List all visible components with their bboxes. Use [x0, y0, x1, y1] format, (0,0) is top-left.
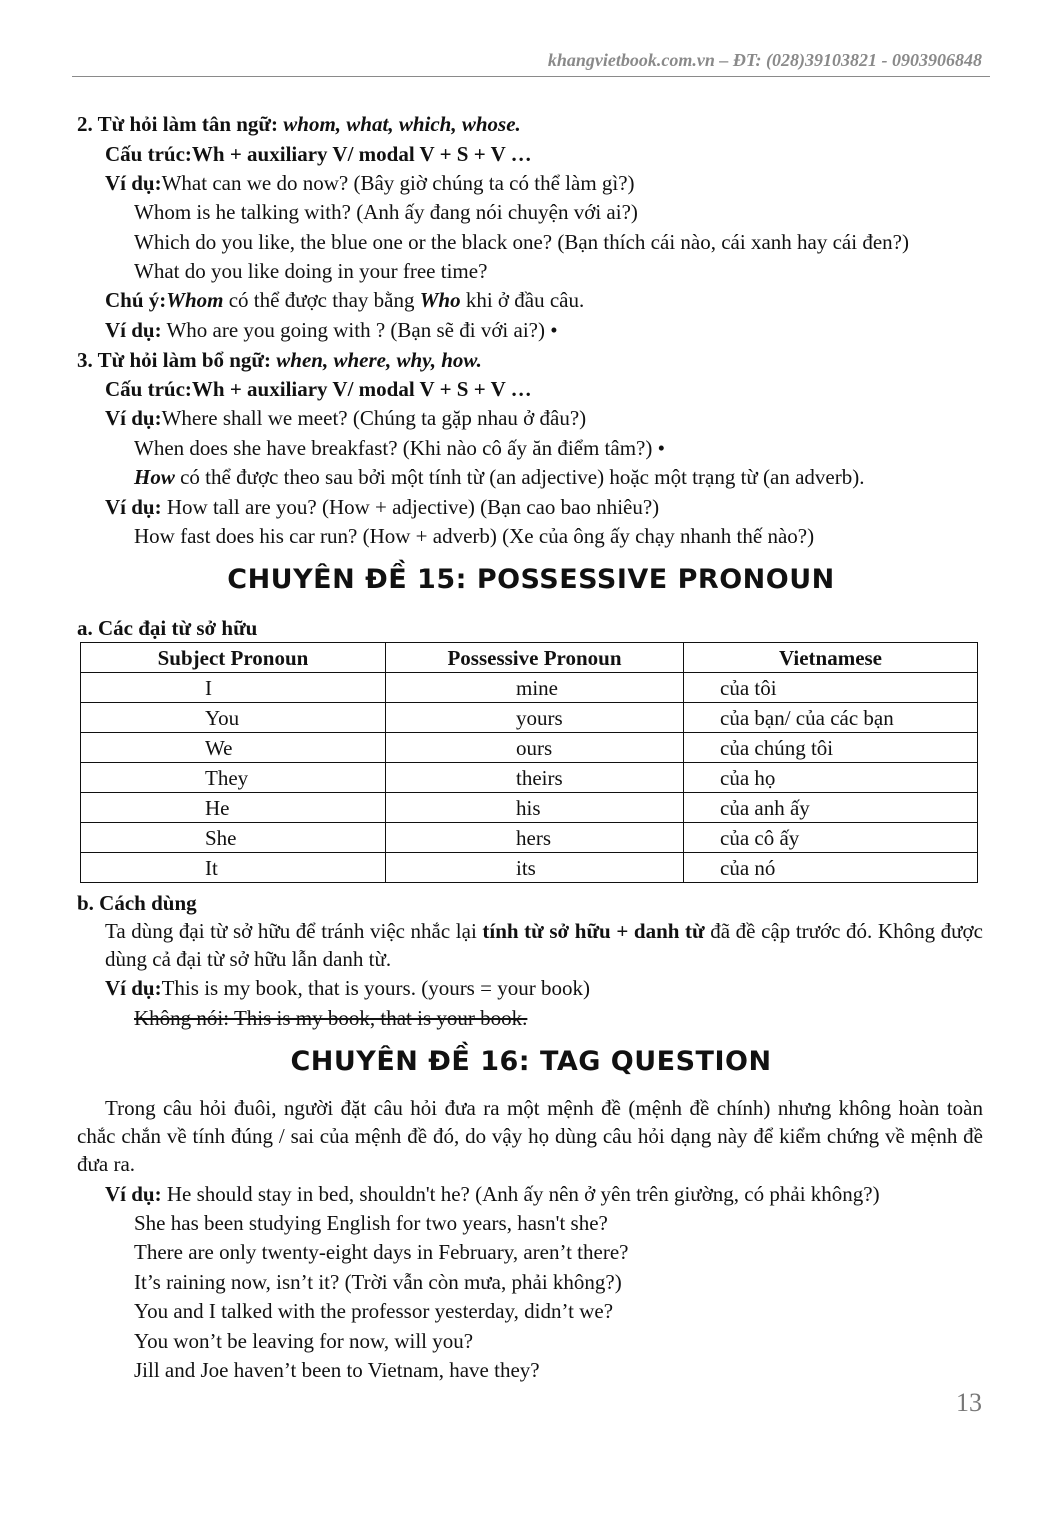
- cell-vietnamese: của họ: [684, 763, 978, 793]
- table-row: [81, 763, 978, 793]
- cell-subject: You: [81, 703, 386, 733]
- header-vietnamese: Vietnamese: [684, 643, 978, 673]
- section3-example2: [105, 493, 659, 521]
- page-number: 13: [956, 1388, 982, 1417]
- section2-title-prefix: 2. Từ hỏi làm tân ngữ:: [77, 112, 284, 136]
- note-label: Chú ý:: [105, 288, 167, 312]
- wrong-example: Không nói: This is my book, that is your book.: [134, 1006, 528, 1030]
- how-word: How: [134, 465, 175, 489]
- section3-title-prefix: 3. Từ hỏi làm bổ ngữ:: [77, 348, 277, 372]
- cell-possessive: hers: [386, 823, 684, 853]
- topic16-intro: Trong câu hỏi đuôi, người đặt câu hỏi đưa ra một mệnh đề (mệnh đề chính) nhưng không hoàn toàn chắc chắn về tính đúng / sai của mệnh đề đó, do vậy họ dùng câu hỏi dạng này để kiểm chứng về mệnh đề đưa ra.: [77, 1096, 983, 1176]
- usage-bold: tính từ sở hữu + danh từ: [482, 919, 705, 943]
- section2-title: [77, 110, 521, 138]
- section3-structure: [105, 375, 532, 403]
- cell-possessive: his: [386, 793, 684, 823]
- cell-vietnamese: của cô ấy: [684, 823, 978, 853]
- example-label: Ví dụ:: [105, 976, 162, 1000]
- structure-text: Wh + auxiliary V/ modal V + S + V …: [191, 377, 532, 401]
- example-label: Ví dụ:: [105, 1182, 162, 1206]
- header-contact: khangvietbook.com.vn – ĐT: (028)39103821 - 0903906848: [547, 50, 982, 70]
- example-line: It’s raining now, isn’t it? (Trời vẫn còn mưa, phải không?): [134, 1270, 622, 1294]
- example-label: Ví dụ:: [105, 318, 162, 342]
- cell-possessive: yours: [386, 703, 684, 733]
- possessive-pronoun-table: [80, 642, 978, 883]
- note-word-who: Who: [419, 288, 461, 312]
- how-text: có thể được theo sau bởi một tính từ (an adjective) hoặc một trạng từ (an adverb).: [174, 465, 865, 489]
- example-line: There are only twenty-eight days in February, aren’t there?: [134, 1240, 629, 1264]
- topic15-subtitle-b: [77, 889, 197, 917]
- cell-subject: It: [81, 853, 386, 883]
- table-header-row: [81, 643, 978, 673]
- cell-subject: She: [81, 823, 386, 853]
- header-possessive-pronoun: Possessive Pronoun: [386, 643, 684, 673]
- example-line: When does she have breakfast? (Khi nào cô ấy ăn điểm tâm?) •: [134, 436, 665, 460]
- section2-note: [105, 286, 584, 314]
- example-line: You won’t be leaving for now, will you?: [134, 1329, 474, 1353]
- structure-label: Cấu trúc:: [105, 377, 192, 401]
- section2-title-words: whom, what, which, whose.: [283, 112, 521, 136]
- topic16-heading: CHUYÊN ĐỀ 16: TAG QUESTION: [290, 1046, 772, 1077]
- cell-possessive: theirs: [386, 763, 684, 793]
- table-row: [81, 823, 978, 853]
- structure-text: Wh + auxiliary V/ modal V + S + V …: [191, 142, 532, 166]
- cell-subject: He: [81, 793, 386, 823]
- header-subject-pronoun: Subject Pronoun: [81, 643, 386, 673]
- example-line: You and I talked with the professor yesterday, didn’t we?: [134, 1299, 614, 1323]
- subtitle-text: b. Cách dùng: [77, 891, 197, 915]
- header-rule: [72, 76, 990, 77]
- cell-vietnamese: của tôi: [684, 673, 978, 703]
- example-text: What can we do now? (Bây giờ chúng ta có thể làm gì?): [161, 171, 635, 195]
- table-row: [81, 793, 978, 823]
- example-line: She has been studying English for two years, hasn't she?: [134, 1211, 608, 1235]
- topic15-heading: CHUYÊN ĐỀ 15: POSSESSIVE PRONOUN: [227, 564, 835, 595]
- topic15-example: [105, 974, 590, 1002]
- note-end: khi ở đầu câu.: [460, 288, 585, 312]
- example-line: How fast does his car run? (How + adverb) (Xe của ông ấy chạy nhanh thế nào?): [134, 524, 815, 548]
- example-text: He should stay in bed, shouldn't he? (Anh ấy nên ở yên trên giường, có phải không?): [161, 1182, 880, 1206]
- section2-example2: [105, 316, 558, 344]
- note-mid: có thể được thay bằng: [223, 288, 420, 312]
- example-label: Ví dụ:: [105, 495, 162, 519]
- example-text: How tall are you? (How + adjective) (Bạn cao bao nhiêu?): [161, 495, 660, 519]
- topic16-example-first: [105, 1180, 880, 1208]
- cell-vietnamese: của anh ấy: [684, 793, 978, 823]
- topic15-subtitle-a: [77, 614, 257, 642]
- cell-possessive: mine: [386, 673, 684, 703]
- section2-example-line: [105, 169, 635, 197]
- example-line: Jill and Joe haven’t been to Vietnam, have they?: [134, 1358, 540, 1382]
- example-line: Which do you like, the blue one or the black one? (Bạn thích cái nào, cái xanh hay cái đen?): [134, 230, 909, 254]
- table-row: [81, 673, 978, 703]
- cell-possessive: ours: [386, 733, 684, 763]
- cell-vietnamese: của nó: [684, 853, 978, 883]
- example-text: Where shall we meet? (Chúng ta gặp nhau ở đâu?): [161, 406, 587, 430]
- usage-pre: Ta dùng đại từ sở hữu để tránh việc nhắc lại: [105, 919, 483, 943]
- table-row: [81, 703, 978, 733]
- example-line: Whom is he talking with? (Anh ấy đang nói chuyện với ai?): [134, 200, 638, 224]
- table-row: [81, 733, 978, 763]
- cell-vietnamese: của bạn/ của các bạn: [684, 703, 978, 733]
- structure-label: Cấu trúc:: [105, 142, 192, 166]
- section3-title-words: when, where, why, how.: [276, 348, 482, 372]
- cell-subject: I: [81, 673, 386, 703]
- usage-post: đã đề cập trước đó. Không được dùng cả đại từ sở hữu lẫn danh từ.: [105, 919, 983, 971]
- table-row: [81, 853, 978, 883]
- section3-title: [77, 346, 482, 374]
- usage-paragraph: [105, 917, 983, 973]
- example-label: Ví dụ:: [105, 171, 162, 195]
- section2-structure: [105, 140, 532, 168]
- cell-subject: They: [81, 763, 386, 793]
- example-label: Ví dụ:: [105, 406, 162, 430]
- how-note: [134, 463, 864, 491]
- cell-subject: We: [81, 733, 386, 763]
- cell-possessive: its: [386, 853, 684, 883]
- example-text: Who are you going with ? (Bạn sẽ đi với ai?) •: [161, 318, 558, 342]
- example-line: What do you like doing in your free time?: [134, 259, 488, 283]
- section3-example-line: [105, 404, 586, 432]
- subtitle-text: a. Các đại từ sở hữu: [77, 616, 258, 640]
- note-word-whom: Whom: [166, 288, 224, 312]
- example-text: This is my book, that is yours. (yours = your book): [161, 976, 590, 1000]
- cell-vietnamese: của chúng tôi: [684, 733, 978, 763]
